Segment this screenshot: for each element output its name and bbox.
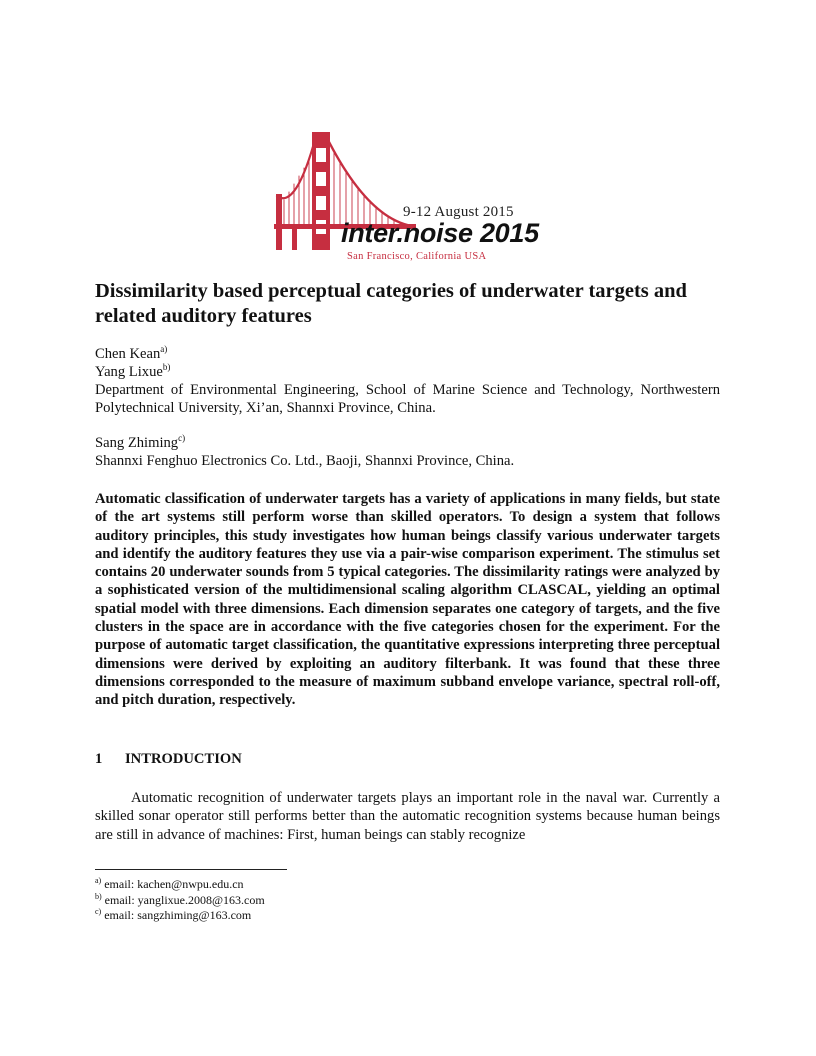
author-line: [95, 363, 720, 381]
author-line: [95, 345, 720, 363]
author-footnote-mark: c): [178, 433, 186, 444]
footnote-text: email: kachen@nwpu.edu.cn: [104, 877, 244, 891]
author-footnote-mark: b): [162, 362, 171, 373]
section-title: INTRODUCTION: [125, 751, 242, 767]
paper-title: Dissimilarity based perceptual categories of underwater targets and related auditory features: [95, 280, 687, 327]
author-block: [95, 345, 720, 470]
section-number: 1: [95, 751, 103, 767]
author-footnote-mark: a): [160, 344, 168, 355]
author-spacer: [95, 417, 720, 434]
footnote: [95, 877, 265, 893]
abstract: Automatic classification of underwater targets has a variety of applications in many fields, but state of the art systems still perform worse than skilled operators. To design a system that follows auditory principles, this study investigates how human beings classify various underwater targets and identify the auditory features they use via a pair-wise comparison experiment. The stimulus set contains 20 underwater sounds from 5 typical categories. The dissimilarity ratings were analyzed by a sophisticated version of the multidimensional scaling algorithm CLASCAL, yielding an optimal spatial model with three dimensions. Each dimension separates one category of targets, and the five clusters in the space are in accordance with the five categories chosen for the experiment. For the purpose of automatic target classification, the quantitative expressions interpreting three perceptual dimensions were derived by exploiting an auditory filterbank. It was found that these three dimensions corresponded to the measure of maximum subband envelope variance, spectral roll-off, and pitch duration, respectively.: [95, 491, 720, 709]
footnote-text: email: sangzhiming@163.com: [104, 908, 252, 922]
footnote: [95, 908, 265, 924]
author-line: [95, 434, 720, 452]
footnote-mark: b): [95, 891, 102, 901]
section-heading: [95, 751, 242, 768]
footnote-text: email: yanglixue.2008@163.com: [104, 892, 265, 907]
author-name: Sang Zhiming: [95, 435, 179, 451]
footnote-mark: c): [95, 907, 102, 916]
conference-location: San Francisco, California USA: [347, 251, 487, 262]
affiliation: Shannxi Fenghuo Electronics Co. Ltd., Baoji, Shannxi Province, China.: [95, 453, 515, 469]
author-name: Yang Lixue: [95, 364, 163, 380]
affiliation: Department of Environmental Engineering, School of Marine Science and Technology, Northwestern Polytechnical University, Xi’an, Shannxi Province, China.: [95, 382, 720, 416]
body-paragraph: Automatic recognition of underwater targets plays an important role in the naval war. Currently a skilled sonar operator still performs better than the automatic recognition systems because human beings are still in advance of machines: First, human beings can stably recognize: [95, 790, 720, 843]
footnotes: [95, 877, 265, 924]
author-name: Chen Kean: [95, 346, 161, 362]
footnote-rule: [95, 869, 287, 870]
conference-date: 9-12 August 2015: [403, 204, 514, 220]
conference-name: inter.noise 2015: [341, 218, 539, 248]
footnote: [95, 893, 265, 909]
footnote-mark: a): [95, 876, 102, 885]
